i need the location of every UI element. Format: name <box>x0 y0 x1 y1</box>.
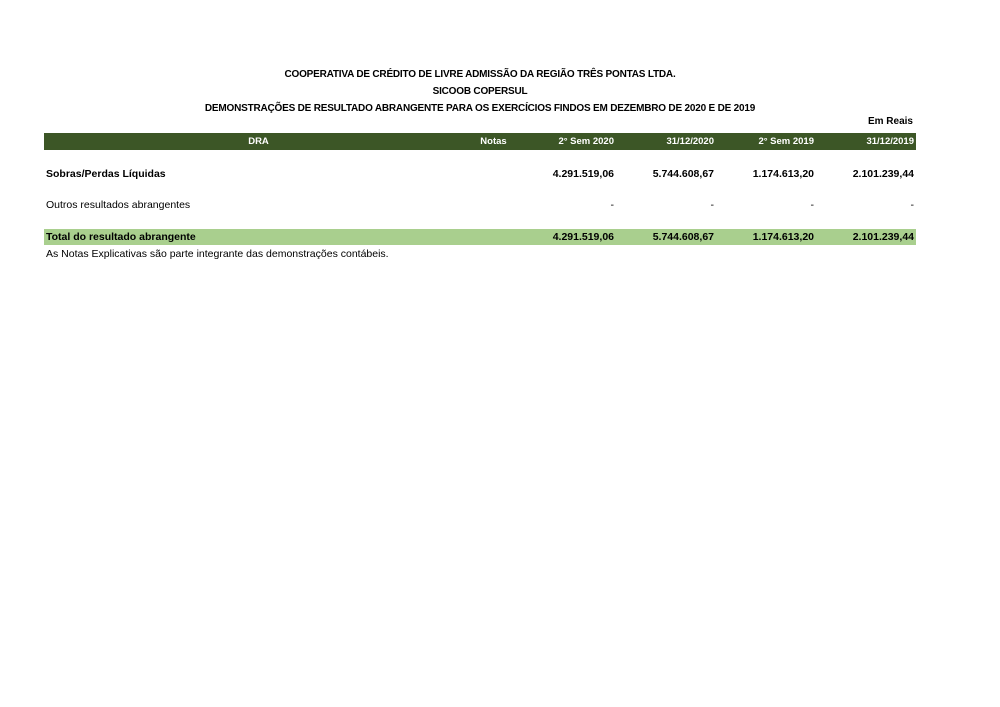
explanatory-note: As Notas Explicativas são parte integrante das demonstrações contábeis. <box>46 248 389 260</box>
total-value-31-12-2020: 5.744.608,67 <box>652 231 714 243</box>
company-name: COOPERATIVA DE CRÉDITO DE LIVRE ADMISSÃO DA REGIÃO TRÊS PONTAS LTDA. <box>284 69 676 80</box>
total-label: Total do resultado abrangente <box>46 231 196 243</box>
row-label: Sobras/Perdas Líquidas <box>46 168 166 180</box>
row-value-31-12-2020: - <box>710 199 714 211</box>
table-row <box>44 167 916 181</box>
row-value-sem2-2019: - <box>810 199 814 211</box>
row-value-31-12-2019: - <box>910 199 914 211</box>
company-brand: SICOOB COPERSUL <box>432 86 528 97</box>
document-titles <box>44 66 916 117</box>
row-notas <box>451 198 536 212</box>
row-value-sem2-2020: - <box>610 199 614 211</box>
row-value-sem2-2020: 4.291.519,06 <box>552 168 614 180</box>
row-value-sem2-2019: 1.174.613,20 <box>752 168 814 180</box>
col-header-sem2-2019: 2° Sem 2019 <box>758 136 814 147</box>
table-total-row <box>44 229 916 245</box>
total-value-sem2-2020: 4.291.519,06 <box>552 231 614 243</box>
total-value-31-12-2019: 2.101.239,44 <box>852 231 914 243</box>
total-value-sem2-2019: 1.174.613,20 <box>752 231 814 243</box>
total-notas <box>451 229 536 245</box>
row-notas <box>451 167 536 181</box>
col-header-dra: DRA <box>248 136 269 147</box>
row-value-31-12-2019: 2.101.239,44 <box>852 168 914 180</box>
row-value-31-12-2020: 5.744.608,67 <box>652 168 714 180</box>
table-row <box>44 198 916 212</box>
col-header-notas: Notas <box>480 136 507 147</box>
table-header-row <box>44 133 916 150</box>
row-label: Outros resultados abrangentes <box>46 199 191 211</box>
col-header-31-12-2020: 31/12/2020 <box>666 136 714 147</box>
col-header-31-12-2019: 31/12/2019 <box>866 136 914 147</box>
statement-title: DEMONSTRAÇÕES DE RESULTADO ABRANGENTE PARA OS EXERCÍCIOS FINDOS EM DEZEMBRO DE 2020 E DE 2019 <box>204 103 756 114</box>
currency-label: Em Reais <box>867 116 913 127</box>
col-header-sem2-2020: 2° Sem 2020 <box>558 136 614 147</box>
